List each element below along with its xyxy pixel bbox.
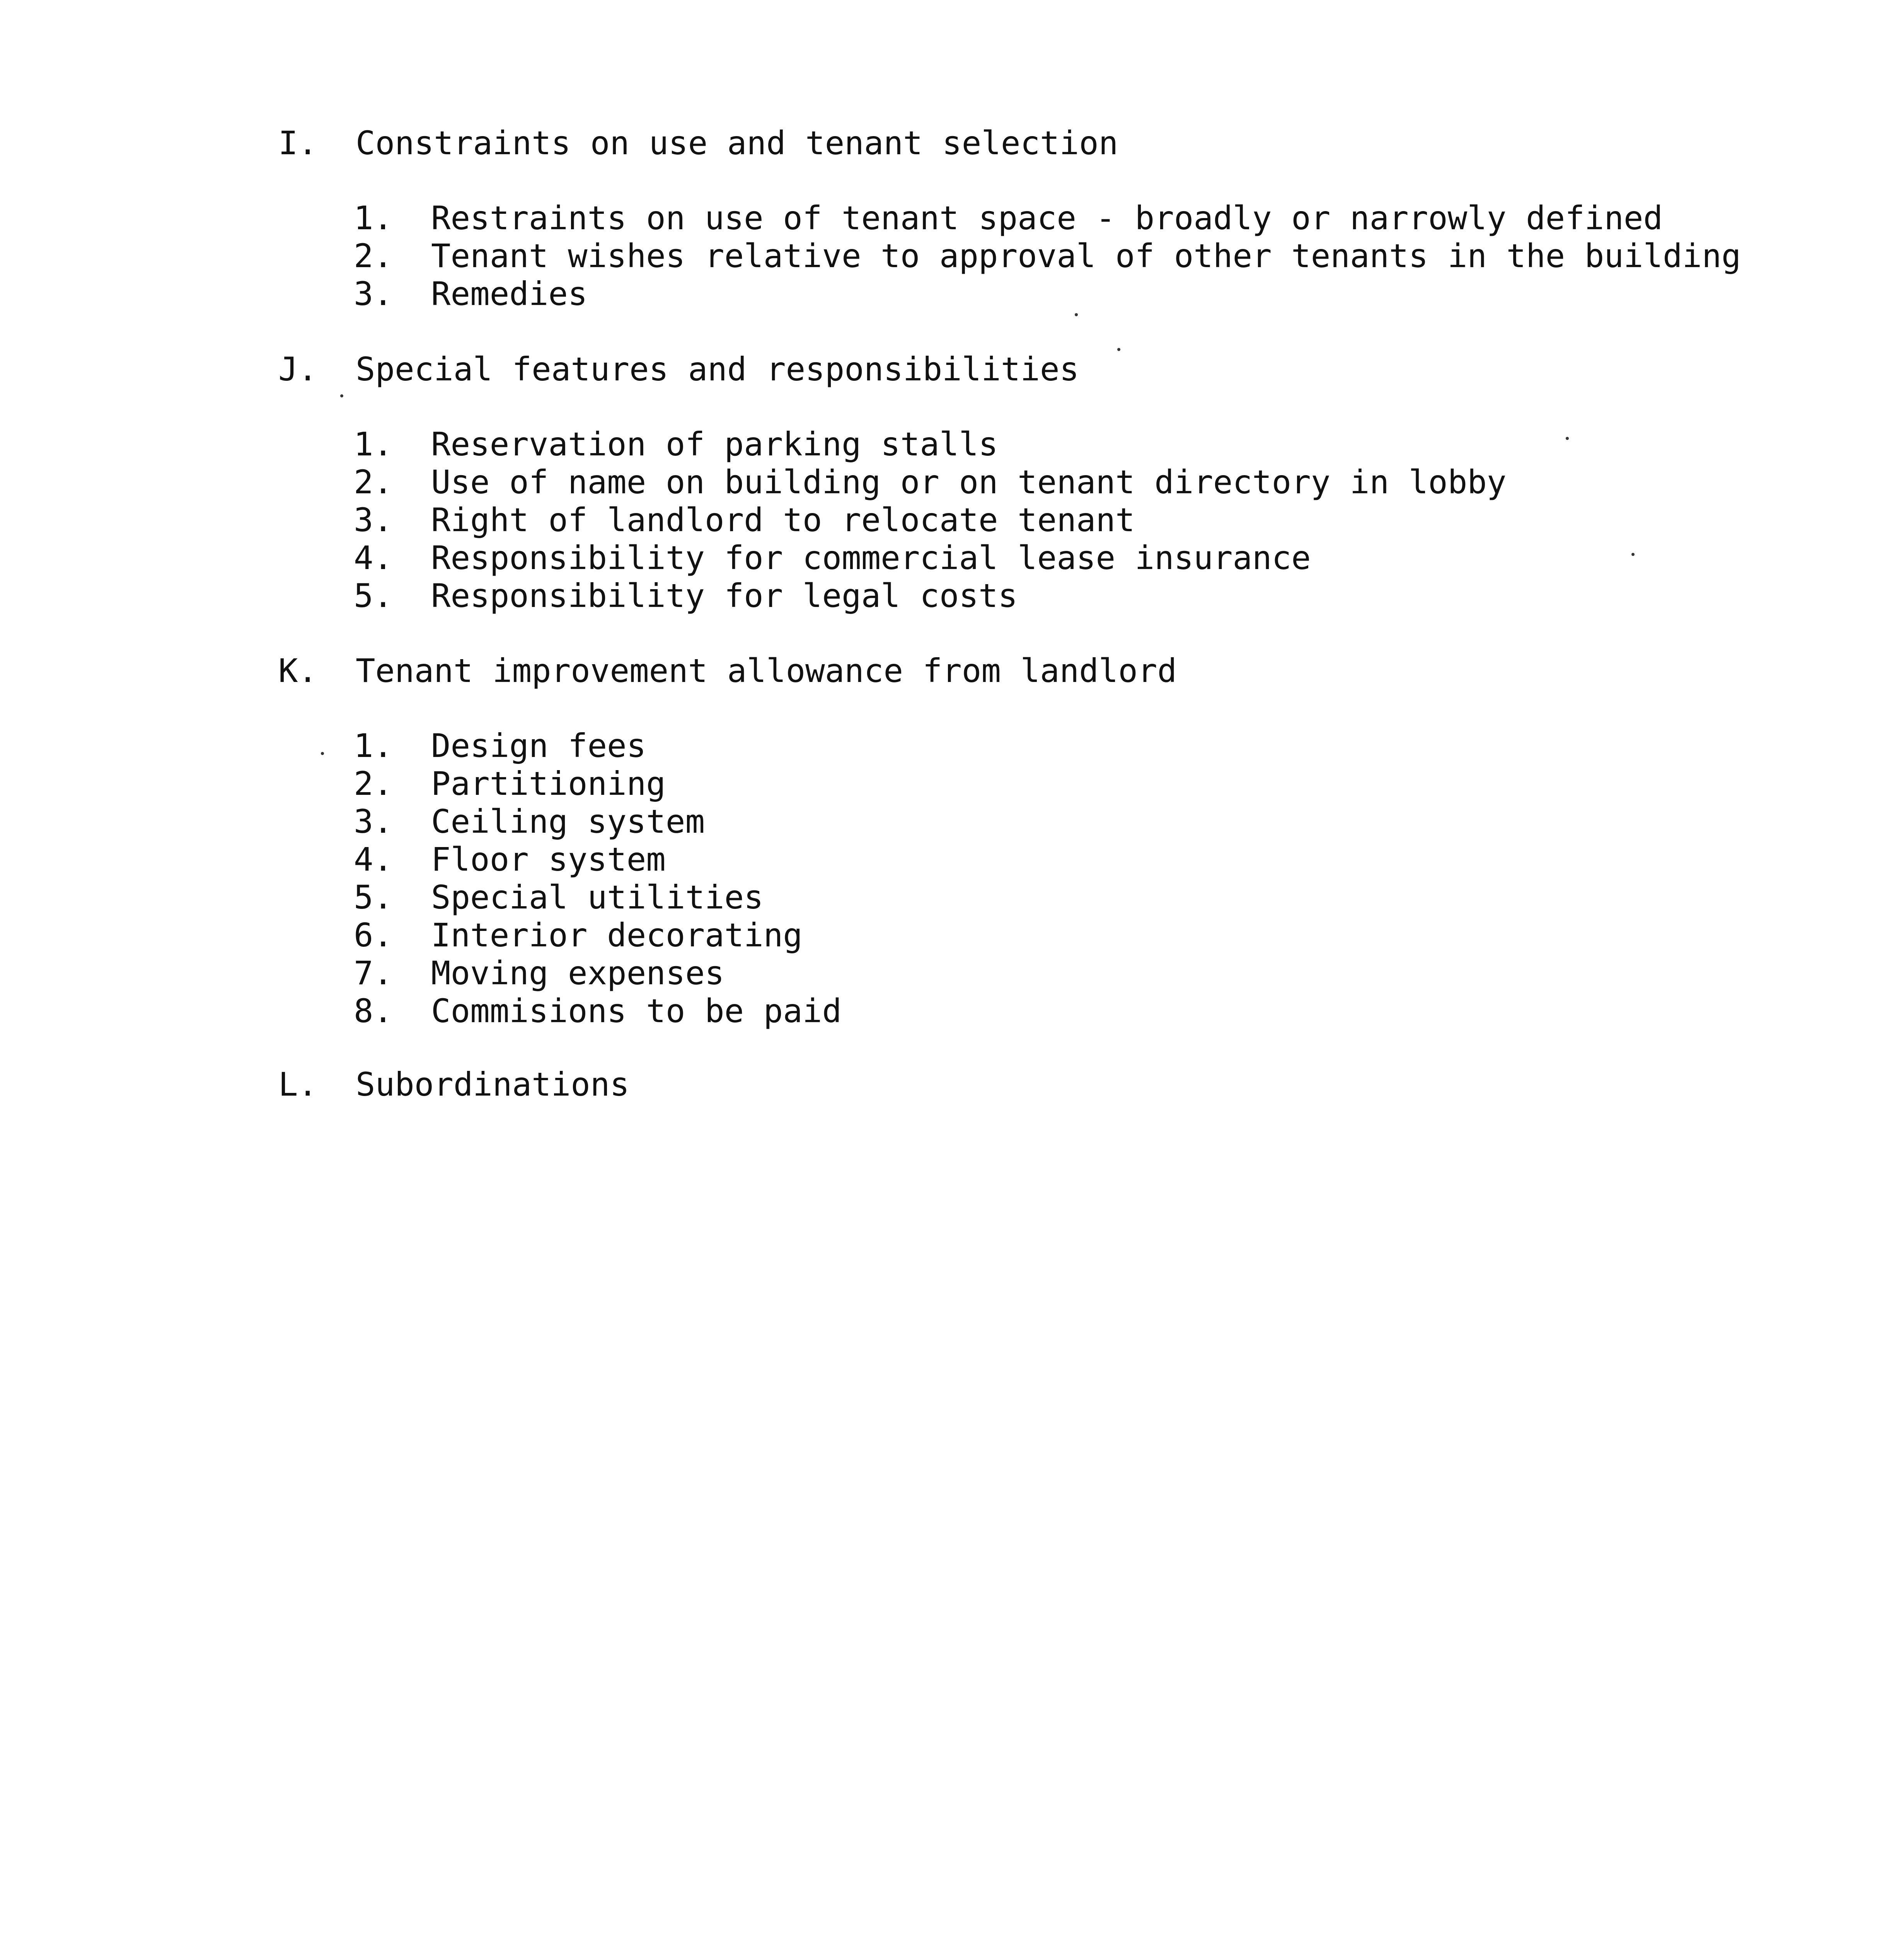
list-item: [0, 425, 1904, 463]
item-number: 4.: [354, 840, 393, 878]
item-text: Restraints on use of tenant space - broadly or narrowly defined: [431, 199, 1663, 237]
section-heading: [0, 350, 1904, 389]
item-text: Right of landlord to relocate tenant: [431, 501, 1135, 539]
item-text: Ceiling system: [431, 803, 705, 840]
item-number: 5.: [354, 878, 393, 916]
list-item: [0, 954, 1904, 992]
section-marker: I.: [278, 124, 318, 162]
item-text: Remedies: [431, 275, 588, 313]
list-item: [0, 840, 1904, 878]
item-text: Responsibility for commercial lease insurance: [431, 539, 1311, 577]
item-number: 3.: [354, 803, 393, 840]
item-number: 6.: [354, 916, 393, 954]
scan-speck: [1631, 553, 1635, 556]
scan-speck: [1075, 313, 1078, 316]
item-text: Use of name on building or on tenant directory in lobby: [431, 463, 1507, 501]
item-number: 1.: [354, 727, 393, 765]
item-number: 8.: [354, 992, 393, 1030]
item-number: 1.: [354, 425, 393, 463]
item-number: 3.: [354, 501, 393, 539]
item-number: 1.: [354, 199, 393, 237]
section-title: Special features and responsibilities: [356, 350, 1079, 388]
item-text: Responsibility for legal costs: [431, 577, 1018, 615]
list-item: [0, 765, 1904, 803]
item-text: Reservation of parking stalls: [431, 425, 998, 463]
item-text: Tenant wishes relative to approval of other tenants in the building: [431, 237, 1741, 275]
item-number: 2.: [354, 463, 393, 501]
item-number: 2.: [354, 237, 393, 275]
item-number: 4.: [354, 539, 393, 577]
list-item: [0, 727, 1904, 765]
section-heading: [0, 124, 1904, 162]
item-number: 2.: [354, 765, 393, 803]
list-item: [0, 878, 1904, 916]
list-item: [0, 463, 1904, 501]
scan-speck: [1566, 437, 1569, 440]
list-item: [0, 577, 1904, 615]
item-number: 3.: [354, 275, 393, 313]
section-marker: J.: [278, 350, 318, 388]
list-item: [0, 916, 1904, 954]
scan-speck: [340, 394, 343, 397]
section-heading: [0, 1065, 1904, 1104]
list-item: [0, 539, 1904, 577]
section-marker: K.: [278, 652, 318, 690]
item-text: Moving expenses: [431, 954, 724, 992]
section-title: Subordinations: [356, 1065, 630, 1103]
section-marker: L.: [278, 1065, 318, 1103]
section-title: Tenant improvement allowance from landlord: [356, 652, 1177, 690]
list-item: [0, 199, 1904, 237]
item-text: Special utilities: [431, 878, 764, 916]
section-title: Constraints on use and tenant selection: [356, 124, 1118, 162]
list-item: [0, 501, 1904, 539]
section-heading: [0, 651, 1904, 690]
scan-speck: [1117, 348, 1120, 351]
scan-speck: [321, 752, 324, 755]
list-item: [0, 992, 1904, 1030]
item-text: Design fees: [431, 727, 646, 765]
list-item: [0, 237, 1904, 275]
list-item: [0, 803, 1904, 840]
item-text: Floor system: [431, 840, 666, 878]
item-number: 7.: [354, 954, 393, 992]
item-text: Commisions to be paid: [431, 992, 842, 1030]
item-number: 5.: [354, 577, 393, 615]
list-item: [0, 275, 1904, 313]
item-text: Partitioning: [431, 765, 666, 803]
item-text: Interior decorating: [431, 916, 803, 954]
